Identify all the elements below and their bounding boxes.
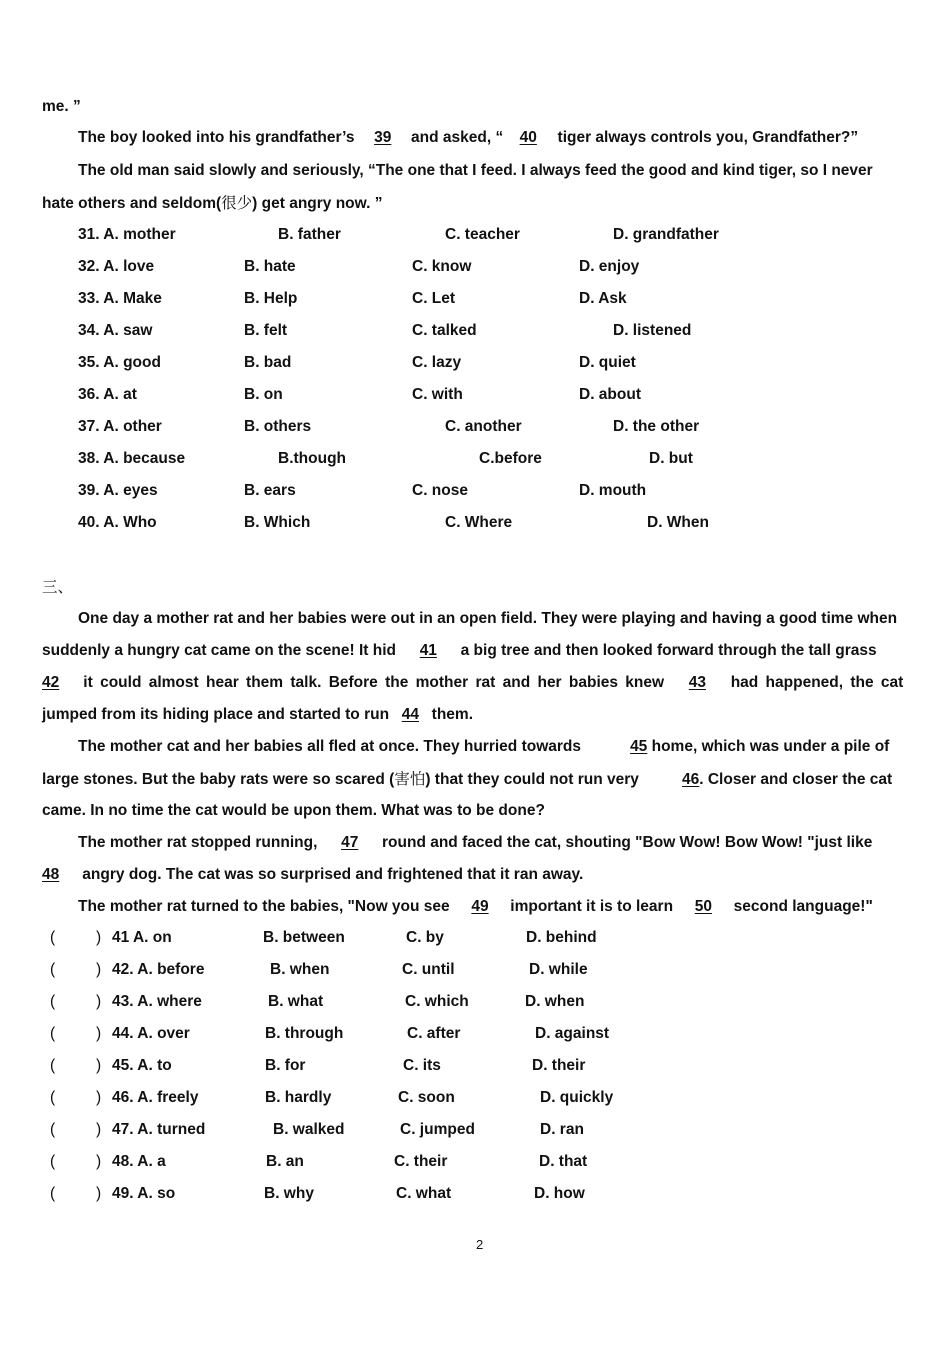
question-stem-a: 31. A. mother — [78, 226, 176, 243]
answer-paren-open: ( — [50, 1121, 56, 1138]
option-c: C.before — [479, 450, 542, 467]
option-d: D. how — [534, 1185, 585, 1202]
answer-paren-close: ) — [96, 929, 102, 946]
option-b: B. ears — [244, 482, 296, 499]
question-stem-a: 44. A. over — [112, 1025, 190, 1042]
blank-48: 48 — [42, 866, 60, 883]
option-c: C. talked — [412, 322, 477, 339]
text: hate others and seldom( — [42, 195, 222, 212]
question-stem-a: 41 A. on — [112, 929, 172, 946]
option-b: B. walked — [273, 1121, 345, 1138]
option-b: B. on — [244, 386, 283, 403]
text: . Closer and closer the cat — [699, 771, 893, 788]
question-stem-a: 36. A. at — [78, 386, 137, 403]
answer-paren-open: ( — [50, 1057, 56, 1074]
blank-50: 50 — [694, 898, 712, 915]
blank-41: 41 — [419, 642, 437, 659]
option-c: C. another — [445, 418, 522, 435]
option-c: C. after — [407, 1025, 461, 1042]
passage3-p4-line-1 — [78, 897, 873, 917]
text: tiger always controls you, Grandfather?” — [553, 129, 859, 146]
option-b: B. an — [266, 1153, 304, 1170]
text: The old man said slowly and seriously, “The one that I feed. I always feed the good and kind tiger, so I never — [78, 162, 873, 179]
option-c: C. what — [396, 1185, 452, 1202]
answer-paren-open: ( — [50, 1153, 56, 1170]
option-c: C. its — [403, 1057, 441, 1074]
option-d: D. their — [532, 1057, 586, 1074]
option-b: B. bad — [244, 354, 292, 371]
option-b: B.though — [278, 450, 347, 467]
answer-paren-close: ) — [96, 993, 102, 1010]
text: it could almost hear them talk. Before the mother rat and her babies knew — [76, 674, 672, 691]
option-d: D. quickly — [540, 1089, 614, 1106]
option-b: B. through — [265, 1025, 344, 1042]
option-d: D. while — [529, 961, 588, 978]
question-stem-a: 45. A. to — [112, 1057, 172, 1074]
option-d: D. against — [535, 1025, 610, 1042]
option-d: D. mouth — [579, 482, 647, 499]
option-d: D. quiet — [579, 354, 636, 371]
answer-paren-close: ) — [96, 1057, 102, 1074]
blank-45: 45 — [630, 738, 648, 755]
option-b: B. Help — [244, 290, 298, 307]
question-stem-a: 38. A. because — [78, 450, 186, 467]
passage3-p3-line-2 — [42, 865, 583, 885]
answer-paren-open: ( — [50, 1185, 56, 1202]
option-b: B. others — [244, 418, 312, 435]
option-d: D. enjoy — [579, 258, 640, 275]
option-c: C. soon — [398, 1089, 455, 1106]
text: large stones. But the baby rats were so scared ( — [42, 771, 395, 788]
answer-paren-open: ( — [50, 993, 56, 1010]
text: and asked, “ — [406, 129, 504, 146]
option-b: B. between — [263, 929, 345, 946]
blank-39: 39 — [374, 129, 392, 146]
option-c: C. their — [394, 1153, 448, 1170]
blank-40: 40 — [519, 129, 537, 146]
text: round and faced the cat, shouting "Bow Wow! Bow Wow! "just like — [377, 834, 873, 851]
question-stem-a: 34. A. saw — [78, 322, 153, 339]
answer-paren-open: ( — [50, 929, 56, 946]
answer-paren-close: ) — [96, 1185, 102, 1202]
text: angry dog. The cat was so surprised and frightened that it ran away. — [78, 866, 584, 883]
option-b: B. when — [270, 961, 330, 978]
passage2-line-1 — [42, 97, 81, 117]
option-d: D. behind — [526, 929, 597, 946]
question-stem-a: 39. A. eyes — [78, 482, 158, 499]
text: ) that they could not run very — [425, 771, 644, 788]
passage3-p2-line-1 — [78, 737, 889, 757]
text: second language!" — [729, 898, 873, 915]
question-stem-a: 47. A. turned — [112, 1121, 206, 1138]
chinese-gloss: 害怕 — [394, 770, 426, 788]
option-c: C. know — [412, 258, 472, 275]
blank-49: 49 — [471, 898, 489, 915]
option-b: B. felt — [244, 322, 288, 339]
text: them. — [427, 706, 474, 723]
question-stem-a: 37. A. other — [78, 418, 162, 435]
text: jumped from its hiding place and started to run — [42, 706, 394, 723]
option-b: B. what — [268, 993, 324, 1010]
blank-43: 43 — [688, 674, 707, 691]
text: One day a mother rat and her babies were out in an open field. They were playing and having a good time when — [78, 610, 898, 627]
question-stem-a: 46. A. freely — [112, 1089, 199, 1106]
blank-46: 46 — [681, 771, 700, 788]
text: The mother rat turned to the babies, "Now you see — [78, 898, 454, 915]
blank-42: 42 — [42, 674, 60, 691]
option-c: C. teacher — [445, 226, 520, 243]
option-c: C. Where — [445, 514, 513, 531]
option-c: C. until — [402, 961, 455, 978]
text: home, which was under a pile of — [647, 738, 890, 755]
blank-44: 44 — [401, 706, 419, 723]
question-stem-a: 43. A. where — [112, 993, 202, 1010]
option-b: B. why — [264, 1185, 314, 1202]
option-b: B. for — [265, 1057, 306, 1074]
option-c: C. Let — [412, 290, 456, 307]
option-d: D. When — [647, 514, 709, 531]
chinese-gloss: 很少 — [221, 194, 253, 212]
option-c: C. which — [405, 993, 469, 1010]
question-stem-a: 35. A. good — [78, 354, 161, 371]
option-d: D. when — [525, 993, 585, 1010]
option-d: D. grandfather — [613, 226, 719, 243]
text: The mother cat and her babies all fled at once. They hurried towards — [78, 738, 586, 755]
passage2-line-4 — [42, 193, 383, 214]
option-d: D. about — [579, 386, 641, 403]
option-b: B. hardly — [265, 1089, 332, 1106]
text: came. In no time the cat would be upon them. What was to be done? — [42, 802, 545, 819]
passage3-p3-line-1 — [78, 833, 872, 853]
option-d: D. but — [649, 450, 693, 467]
page-number: 2 — [476, 1237, 484, 1252]
option-c: C. by — [406, 929, 444, 946]
blank-47: 47 — [341, 834, 359, 851]
answer-paren-close: ) — [96, 1089, 102, 1106]
answer-paren-close: ) — [96, 1153, 102, 1170]
passage3-p1-line-3 — [42, 673, 903, 693]
passage3-p2-line-2 — [42, 769, 892, 790]
option-c: C. lazy — [412, 354, 462, 371]
text: The mother rat stopped running, — [78, 834, 322, 851]
option-c: C. nose — [412, 482, 468, 499]
option-d: D. that — [539, 1153, 588, 1170]
answer-paren-close: ) — [96, 1025, 102, 1042]
passage3-p1-line-1 — [78, 609, 897, 629]
option-d: D. the other — [613, 418, 700, 435]
question-stem-a: 32. A. love — [78, 258, 155, 275]
option-d: D. listened — [613, 322, 692, 339]
answer-paren-close: ) — [96, 961, 102, 978]
answer-paren-open: ( — [50, 961, 56, 978]
section-3-heading: 三、 — [42, 578, 74, 596]
text: suddenly a hungry cat came on the scene! It hid — [42, 642, 401, 659]
question-stem-a: 48. A. a — [112, 1153, 166, 1170]
answer-paren-open: ( — [50, 1089, 56, 1106]
question-stem-a: 42. A. before — [112, 961, 205, 978]
text: important it is to learn — [505, 898, 678, 915]
option-b: B. Which — [244, 514, 311, 531]
text: had happened, the cat — [723, 674, 904, 691]
passage2-line-3 — [78, 161, 873, 181]
question-stem-a: 40. A. Who — [78, 514, 157, 531]
option-c: C. with — [412, 386, 463, 403]
passage3-p2-line-3 — [42, 801, 545, 821]
text: me. ” — [42, 98, 81, 115]
passage2-line-2 — [78, 128, 858, 148]
option-d: D. Ask — [579, 290, 627, 307]
question-stem-a: 33. A. Make — [78, 290, 162, 307]
answer-paren-close: ) — [96, 1121, 102, 1138]
option-d: D. ran — [540, 1121, 584, 1138]
passage3-p1-line-4 — [42, 705, 473, 725]
question-stem-a: 49. A. so — [112, 1185, 176, 1202]
text: a big tree and then looked forward through the tall grass — [456, 642, 877, 659]
text: ) get angry now. ” — [252, 195, 383, 212]
option-b: B. father — [278, 226, 341, 243]
answer-paren-open: ( — [50, 1025, 56, 1042]
text: The boy looked into his grandfather’s — [78, 129, 359, 146]
passage3-p1-line-2 — [42, 641, 877, 661]
option-c: C. jumped — [400, 1121, 475, 1138]
option-b: B. hate — [244, 258, 296, 275]
